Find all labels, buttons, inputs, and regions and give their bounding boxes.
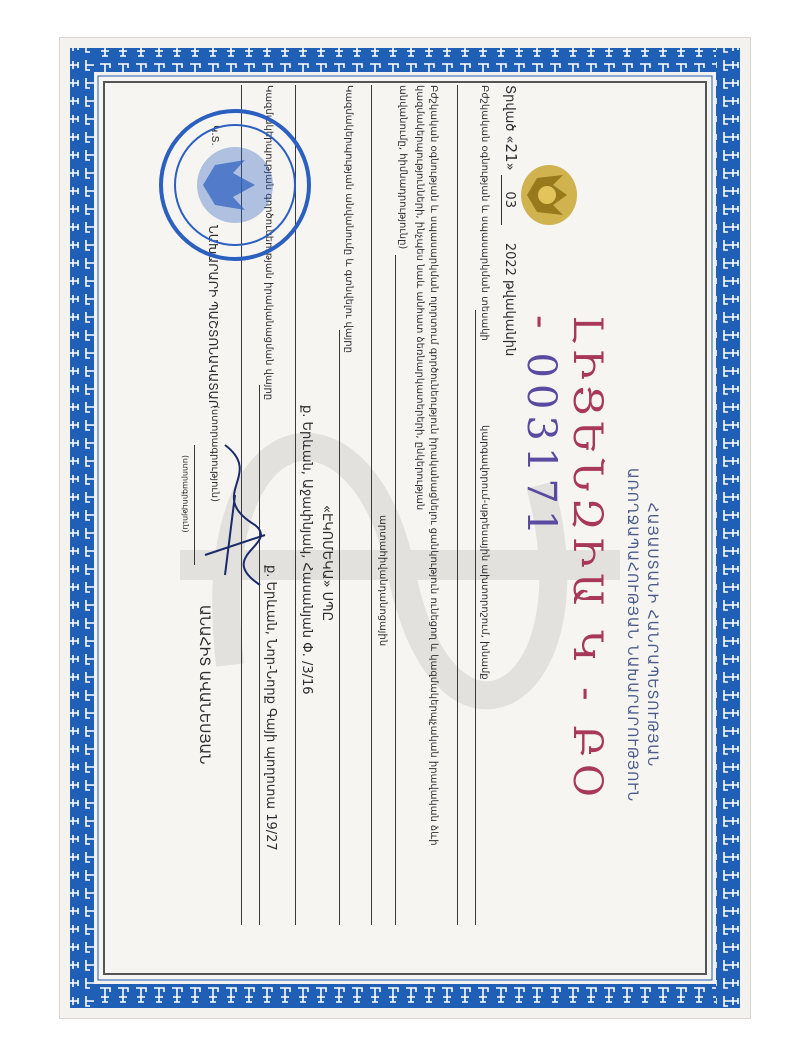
issue-day: 21 [502, 143, 520, 163]
field3-address: ք. Երևան, Աջափնյակ, Հասանյան Փ. /3/16 [299, 405, 314, 695]
field2-value: արտահիվանդանոցային [377, 515, 388, 647]
field1-rule [475, 310, 476, 925]
field2-label: Բժշկական օգնության և սպասարկման ոլորտում գործունեություն իրականացնելու ցանկություն ունեցող և կազմակերպչական իրավական ձևի կազմակերպությունների, ինչպես նաև անհատ ձեռնարկատերերի, ընկերության [414, 85, 439, 846]
seal-place: Կ.Տ. [209, 125, 220, 146]
field4-label: Կազմակերպության գործունեության իրականացման վայրը [263, 85, 274, 401]
field3-rule [339, 330, 340, 925]
issue-day-suffix: » [502, 162, 517, 171]
field3-label: Կազմակերպության անվանումը և գտնվելու վայրը [343, 85, 354, 353]
license-number: 003171 [518, 352, 564, 542]
field2-rule [395, 255, 396, 925]
signature-icon [195, 435, 285, 615]
issue-month: 03 [501, 175, 517, 225]
issue-date [501, 85, 520, 356]
coat-of-arms-icon [515, 160, 585, 230]
field1-value: կարգավորում-սթրեսային ախտորոշում, խնամք [479, 425, 490, 680]
field2-rule-2 [371, 85, 372, 925]
field3-company: «ԷԿՈՄԵԿԱ» ՍՊԸ [319, 505, 334, 622]
certificate-content [115, 85, 690, 950]
issue-year: 2022 թվականին [502, 242, 517, 357]
field1-label: Բժշկական օգնության և սպասարկման տեսակի [479, 85, 490, 341]
minister-name: ԱՆԱՀԻՏ ԱՎԱՆԵՍՅԱՆ [196, 605, 212, 765]
minister-title: ՆԱԽԱՐԱՐԻ ՊԱՇՏՈՆԱԿԱՏԱՐ [206, 225, 220, 409]
license-title [518, 315, 610, 975]
field2-label-b: անվանումը, հիմնադրությունը) [397, 85, 408, 250]
field4-value: ք. Երևան, Նոր-Նորք Գայի պողոտա 19/27 [263, 565, 278, 851]
ministry-line-1: ՀԱՅԱՍՏԱՆԻ ՀԱՆՐԱՊԵՏՈՒԹՅԱՆ [644, 502, 660, 768]
signature-note: (ստորագրություն) [181, 455, 190, 533]
field1-rule-2 [457, 85, 458, 925]
license-title-text: ԼԻՑԵՆԶԻԱ Կ - ԲՕ - [518, 315, 610, 804]
ministry-line-2: ԱՌՈՂՋԱՊԱՀՈՒԹՅԱՆ ՆԱԽԱՐԱՐՈՒԹՅՈՒՆ [624, 467, 640, 803]
official-seal-icon [155, 105, 315, 265]
sign-label: (ստորագրություն) [209, 405, 220, 503]
issue-prefix: Տրված « [502, 85, 517, 144]
